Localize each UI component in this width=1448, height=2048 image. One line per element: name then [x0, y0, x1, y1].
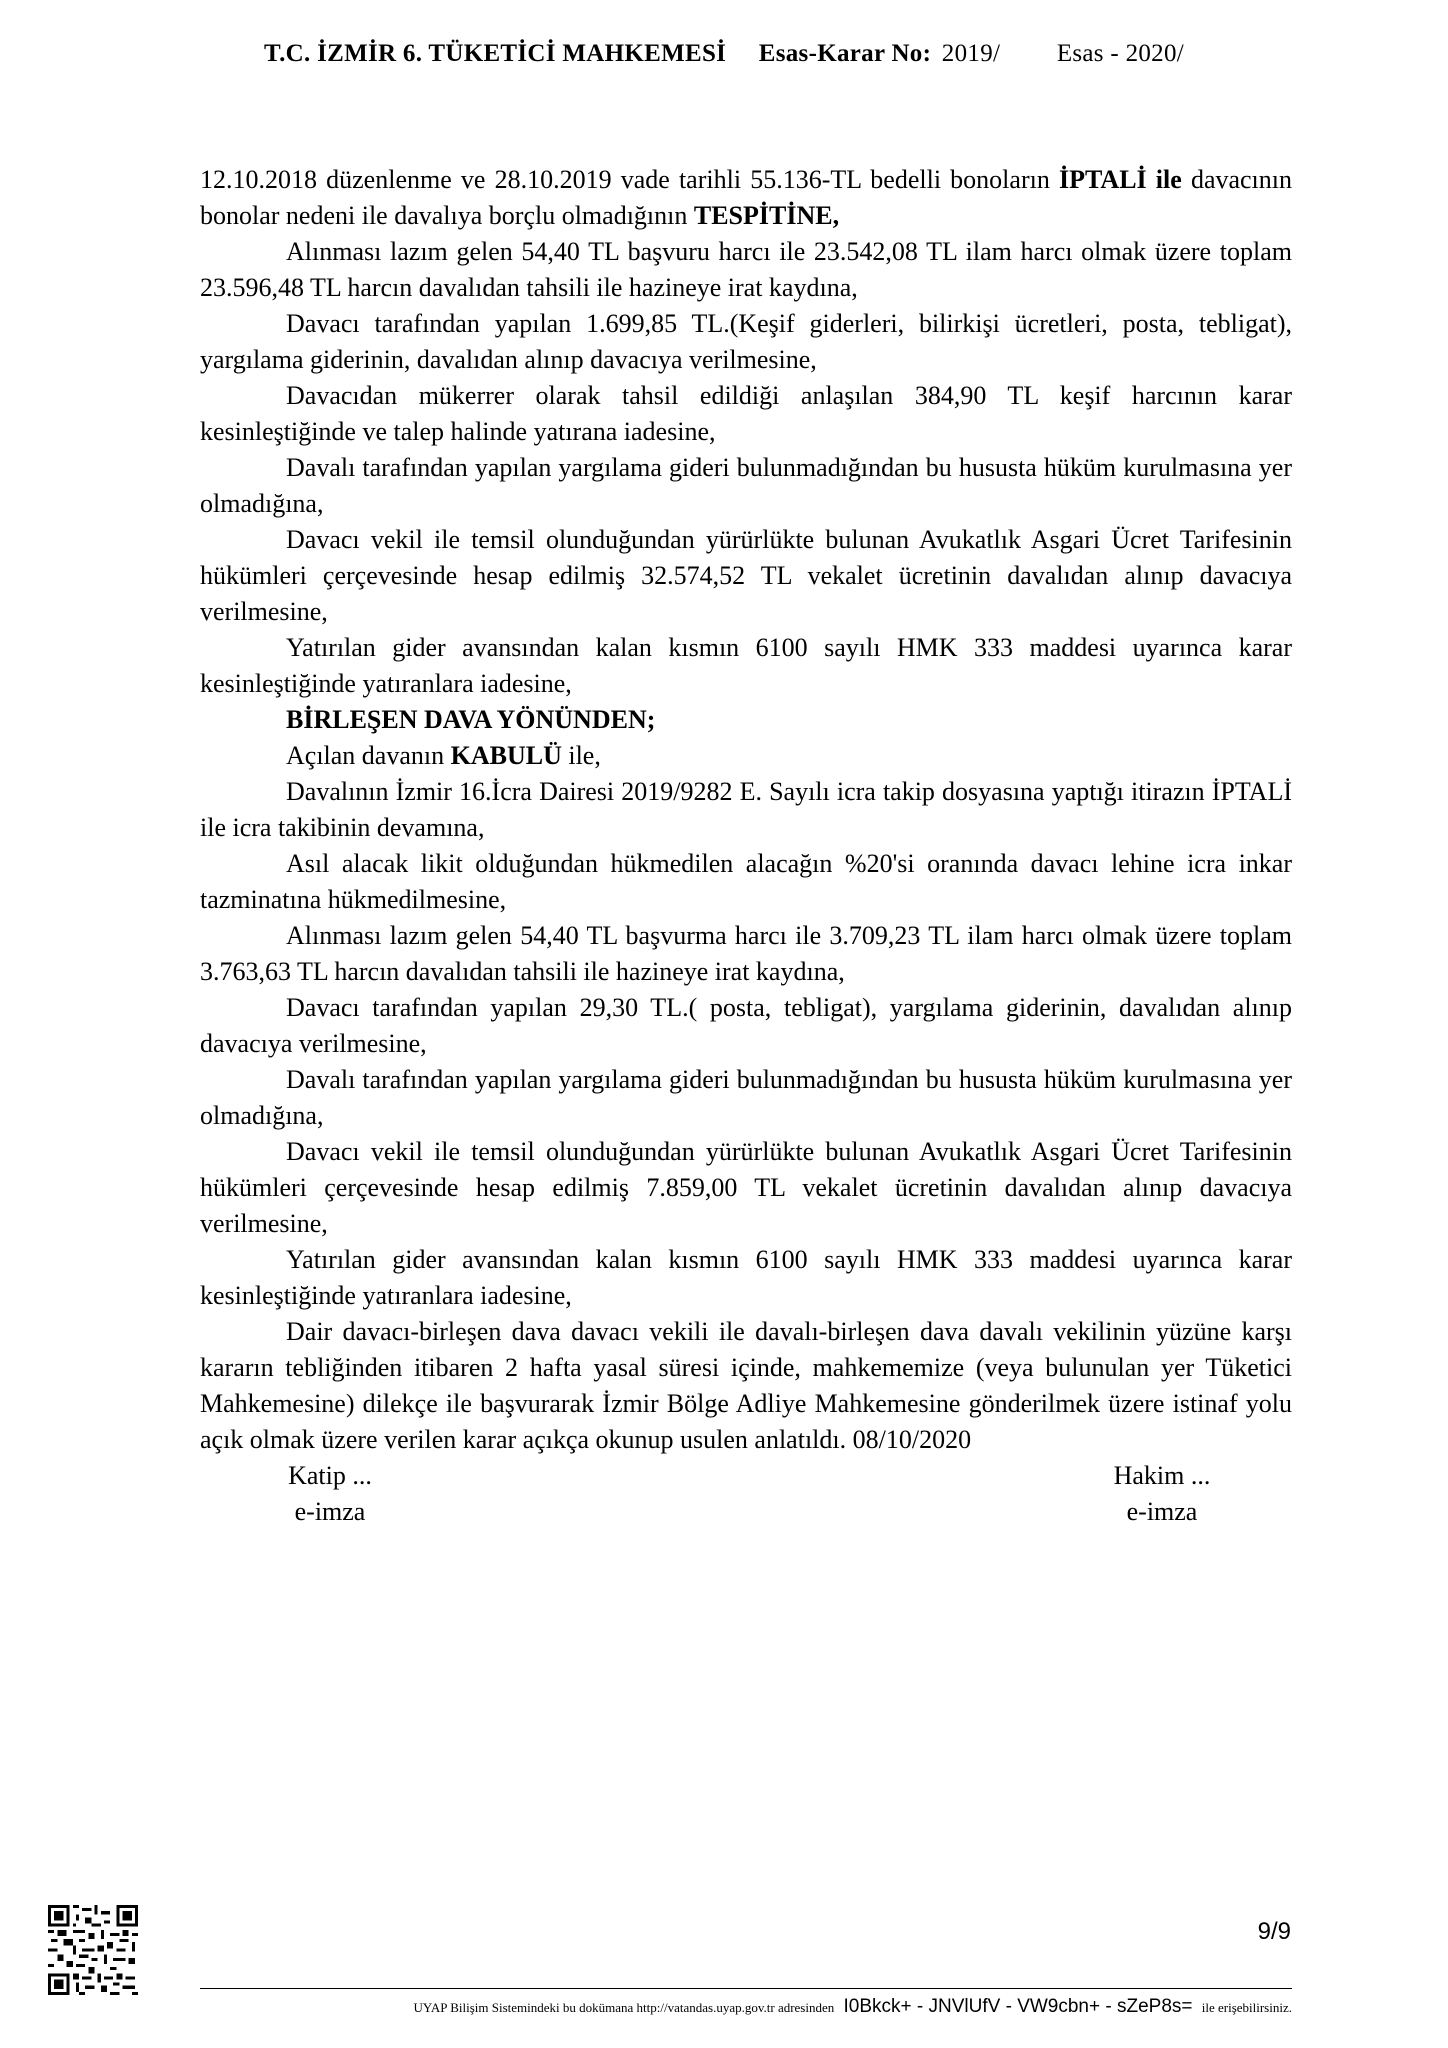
paragraph-acceptance: Açılan davanın KABULÜ ile,: [286, 741, 601, 770]
case-number-label: Esas-Karar No:: [758, 40, 932, 67]
paragraph: Davalı tarafından yapılan yargılama gideri bulunmadığından bu hususta hüküm kurulmasına yer olmadığına,: [200, 1065, 1292, 1130]
document-header: [0, 40, 1448, 68]
page-number: 9/9: [1257, 1918, 1291, 1945]
paragraph: Asıl alacak likit olduğundan hükmedilen alacağın %20'si oranında davacı lehine icra inkar tazminatına hükmedilmesine,: [200, 849, 1292, 914]
judge-title: Hakim ...: [1113, 1461, 1211, 1490]
paragraph: Davacı tarafından yapılan 29,30 TL.( posta, tebligat), yargılama giderinin, davalıdan alınıp davacıya verilmesine,: [200, 993, 1292, 1058]
clerk-signature: [270, 1458, 390, 1530]
tespit-emphasis: TESPİTİNE,: [693, 201, 840, 230]
qr-code-icon: [48, 1905, 138, 1995]
paragraph: Davacıdan mükerrer olarak tahsil edildiği anlaşılan 384,90 TL keşif harcının karar kesinleştiğinde ve talep halinde yatırana iadesine,: [200, 381, 1292, 446]
paragraph: Alınması lazım gelen 54,40 TL başvurma harcı ile 3.709,23 TL ilam harcı olmak üzere toplam 3.763,63 TL harcın davalıdan tahsili ile hazineye irat kaydına,: [200, 921, 1292, 986]
clerk-e-signature: e-imza: [294, 1497, 366, 1526]
paragraph: Davacı vekil ile temsil olunduğundan yürürlükte bulunan Avukatlık Asgari Ücret Tarifesinin hükümleri çerçevesinde hesap edilmiş 32.574,52 TL vekalet ücretinin davalıdan alınıp davacıya verilmesine,: [200, 525, 1292, 626]
paragraph: Alınması lazım gelen 54,40 TL başvuru harcı ile 23.542,08 TL ilam harcı olmak üzere toplam 23.596,48 TL harcın davalıdan tahsili ile hazineye irat kaydına,: [200, 237, 1292, 302]
paragraph: Yatırılan gider avansından kalan kısmın 6100 sayılı HMK 333 maddesi uyarınca karar kesinleştiğinde yatıranlara iadesine,: [200, 633, 1292, 698]
footer-prefix: UYAP Bilişim Sistemindeki bu dokümana http://vatandas.uyap.gov.tr adresinden: [413, 2000, 835, 2015]
paragraph: Davalının İzmir 16.İcra Dairesi 2019/9282 E. Sayılı icra takip dosyasına yaptığı itirazın İPTALİ ile icra takibinin devamına,: [200, 777, 1292, 842]
paragraph-bonds: 12.10.2018 düzenlenme ve 28.10.2019 vade tarihli 55.136-TL bedelli bonoların İPTALİ ile davacının bonolar nedeni ile davalıya borçlu olmadığının TESPİTİNE,: [200, 165, 1293, 230]
verification-footer: [200, 1996, 1292, 2018]
esas-number: Esas - 2020/: [1056, 40, 1185, 67]
kabul-emphasis: KABULÜ: [450, 741, 562, 770]
footer-suffix: ile erişebilirsiniz.: [1201, 2000, 1292, 2015]
signature-block: [200, 1458, 1292, 1530]
section-heading: BİRLEŞEN DAVA YÖNÜNDEN;: [286, 705, 656, 734]
footer-rule: [200, 1988, 1292, 1989]
verification-code: I0Bkck+ - JNVlUfV - VW9cbn+ - sZeP8s=: [843, 1996, 1193, 2017]
judge-e-signature: e-imza: [1126, 1497, 1198, 1526]
paragraph: Yatırılan gider avansından kalan kısmın 6100 sayılı HMK 333 maddesi uyarınca karar kesinleştiğinde yatıranlara iadesine,: [200, 1245, 1292, 1310]
paragraph: Davalı tarafından yapılan yargılama gideri bulunmadığından bu hususta hüküm kurulmasına yer olmadığına,: [200, 453, 1292, 518]
judge-signature: [1102, 1458, 1222, 1530]
decision-body: [200, 162, 1292, 1530]
paragraph-final: Dair davacı-birleşen dava davacı vekili ile davalı-birleşen dava davalı vekilinin yüzüne karşı kararın tebliğinden itibaren 2 hafta yasal süresi içinde, mahkememize (veya bulunulan yer Tüketici Mahkemesine) dilekçe ile başvurarak İzmir Bölge Adliye Mahkemesine gönderilmek üzere istinaf yolu açık olmak üzere verilen karar açıkça okunup usulen anlatıldı. 08/10/2020: [200, 1317, 1292, 1454]
paragraph: Davacı vekil ile temsil olunduğundan yürürlükte bulunan Avukatlık Asgari Ücret Tarifesinin hükümleri çerçevesinde hesap edilmiş 7.859,00 TL vekalet ücretinin davalıdan alınıp davacıya verilmesine,: [200, 1137, 1292, 1238]
iptal-emphasis: İPTALİ ile: [1059, 165, 1182, 194]
case-number: 2019/: [941, 40, 1001, 67]
paragraph: Davacı tarafından yapılan 1.699,85 TL.(Keşif giderleri, bilirkişi ücretleri, posta, tebligat), yargılama giderinin, davalıdan alınıp davacıya verilmesine,: [200, 309, 1292, 374]
clerk-title: Katip ...: [288, 1461, 372, 1490]
court-name: T.C. İZMİR 6. TÜKETİCİ MAHKEMESİ: [263, 40, 727, 67]
